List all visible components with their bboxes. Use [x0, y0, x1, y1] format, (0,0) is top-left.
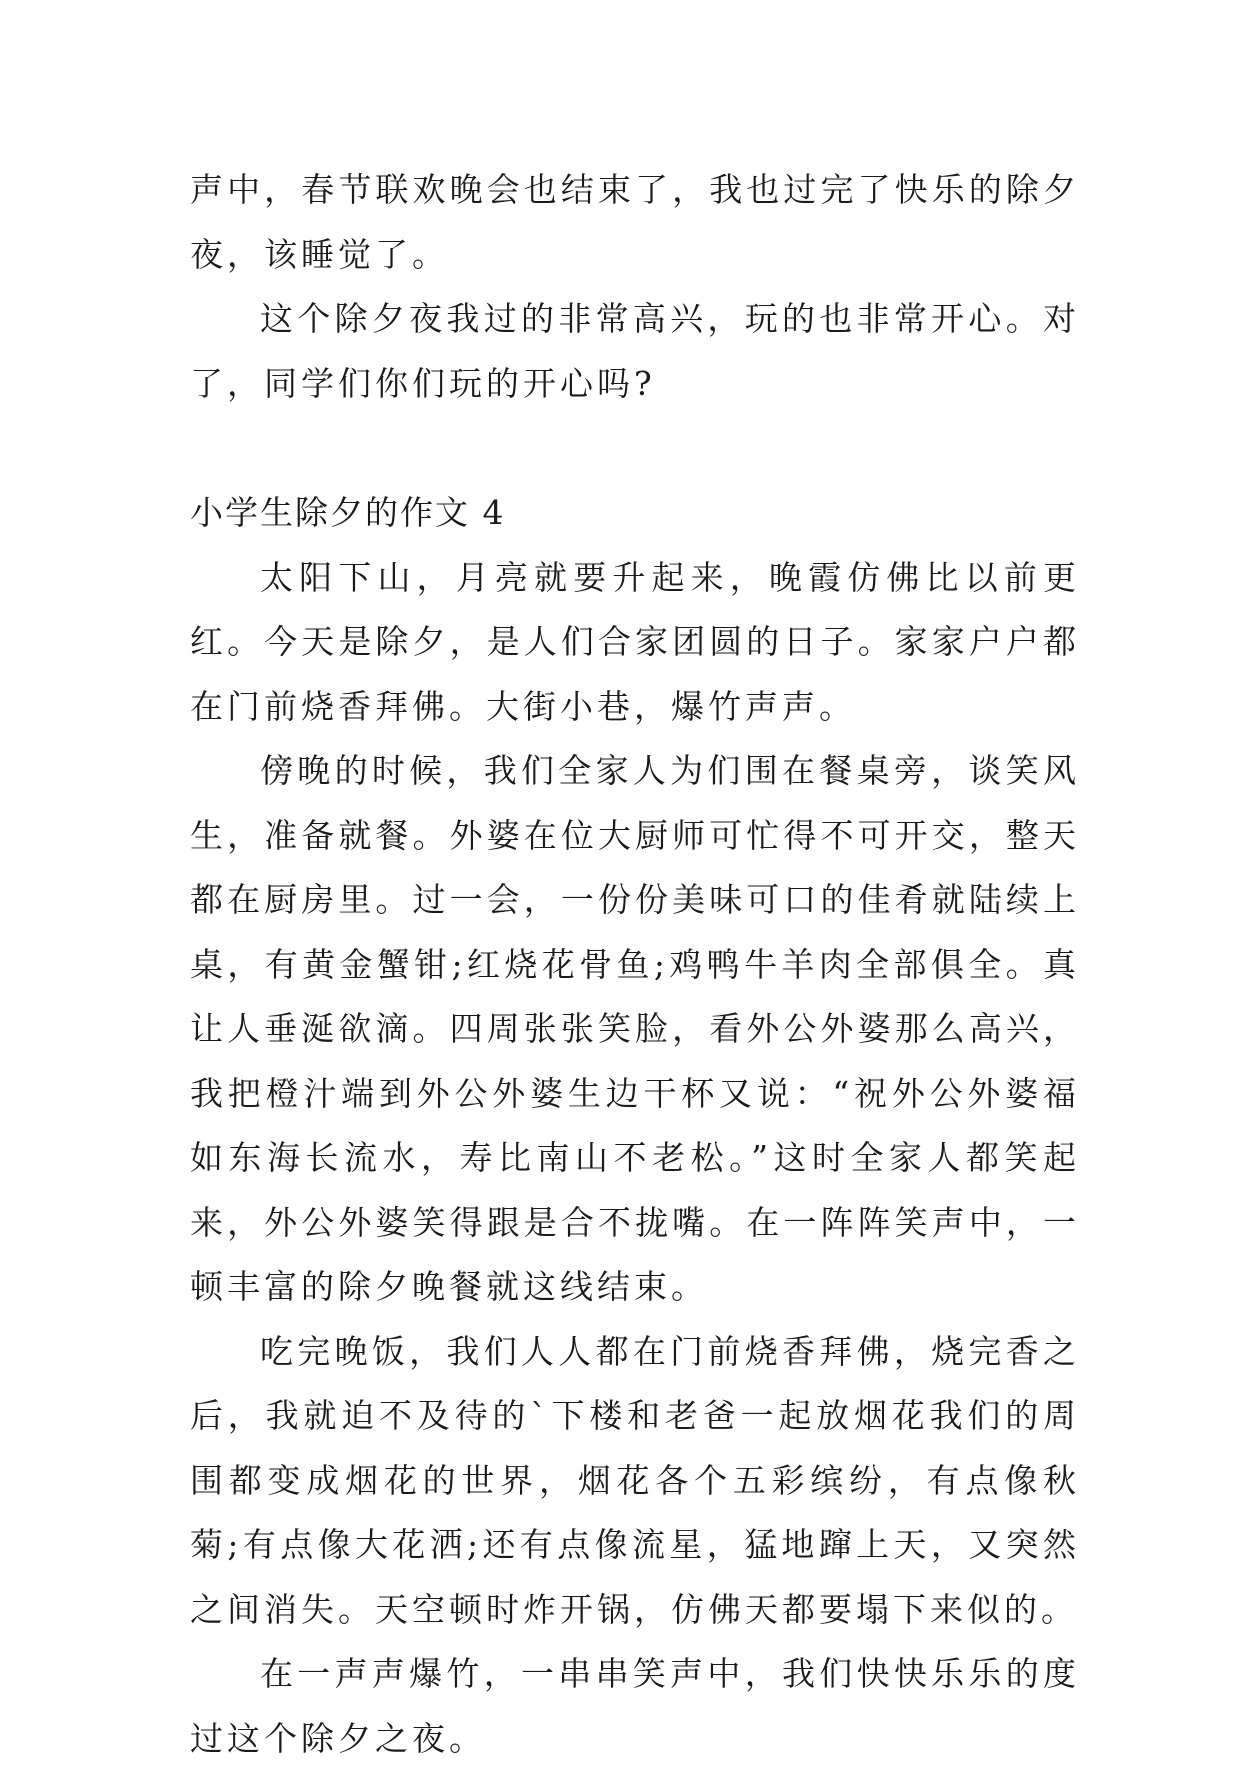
section-title: 小学生除夕的作文 4	[190, 493, 506, 532]
document-body	[190, 158, 1080, 1771]
paragraph: 傍晚的时候，我们全家人为们围在餐桌旁，谈笑风生，准备就餐。外婆在位大厨师可忙得不可开交，整天都在厨房里。过一会，一份份美味可口的佳肴就陆续上桌，有黄金蟹钳;红烧花骨鱼;鸡鸭牛羊肉全部俱全。真让人垂涎欲滴。四周张张笑脸，看外公外婆那么高兴，我把橙汁端到外公外婆生边干杯又说：“祝外公外婆福如东海长流水，寿比南山不老松。”这时全家人都笑起来，外公外婆笑得跟是合不拢嘴。在一阵阵笑声中，一顿丰富的除夕晚餐就这线结束。	[190, 751, 1080, 1306]
paragraph: 这个除夕夜我过的非常高兴，玩的也非常开心。对了，同学们你们玩的开心吗?	[190, 299, 1080, 403]
paragraph: 在一声声爆竹，一串串笑声中，我们快快乐乐的度过这个除夕之夜。	[190, 1654, 1080, 1758]
paragraph: 吃完晚饭，我们人人都在门前烧香拜佛，烧完香之后，我就迫不及待的`下楼和老爸一起放烟花我们的周围都变成烟花的世界，烟花各个五彩缤纷，有点像秋菊;有点像大花洒;还有点像流星，猛地蹿上天，又突然之间消失。天空顿时炸开锅，仿佛天都要塌下来似的。	[190, 1331, 1080, 1629]
paragraph: 太阳下山，月亮就要升起来，晚霞仿佛比以前更红。今天是除夕，是人们合家团圆的日子。家家户户都在门前烧香拜佛。大街小巷，爆竹声声。	[190, 557, 1080, 726]
paragraph-continued: 声中，春节联欢晚会也结束了，我也过完了快乐的除夕夜，该睡觉了。	[190, 170, 1080, 274]
